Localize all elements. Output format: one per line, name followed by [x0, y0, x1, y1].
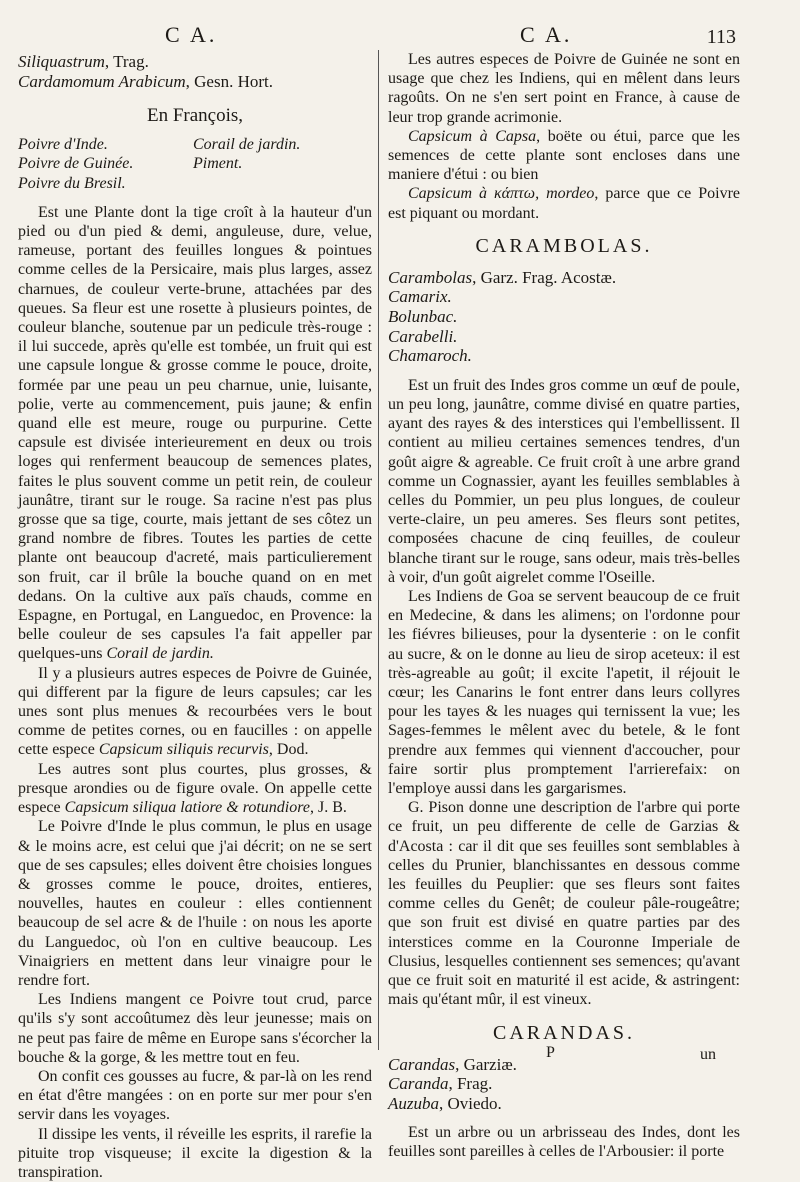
french-names: [18, 135, 372, 193]
synonym-source: , Gesn. Hort.: [185, 71, 274, 91]
synonym-line: Camarix.: [388, 287, 452, 307]
paragraph: G. Pison donne une description de l'arbre qui porte ce fruit, un peu differente de celle de Garzias & d'Acosta : car il dit que ses feuilles sont semblables à celles du Prunier, blanchissantes en dessous comme les feuilles du Peuplier: que ses fleurs sont faites comme celles du Genêt; de couleur pâle-rougeâtre; que son fruit est divisé en quatre parties par des interstices comme en la Couronne Imperiale de Clusius, lesquelles contiennent ses semences; qu'avant que ce fruit soit en maturité il est acide, & astringent: mais qu'étant mûr, il est vineux.: [388, 799, 740, 1009]
synonym-line: [18, 72, 372, 92]
french-name: Poivre du Bresil.: [18, 174, 126, 192]
synonym-line: Auzuba, Oviedo.: [388, 1093, 502, 1113]
signature-mark: P: [546, 1044, 555, 1061]
paragraph: Capsicum à Capsa, boëte ou étui, parce que les semences de cette plante sont encloses dans une maniere d'étui : ou bien: [388, 127, 740, 184]
synonym-name: Cardamomum Arabicum: [18, 71, 186, 91]
synonym-source: , Trag.: [104, 52, 149, 71]
paragraph: Les autres especes de Poivre de Guinée ne sont en usage que chez les Indiens, qui en mêlent dans leurs ragoûts. On ne s'en sert point en France, à cause de leur trop grande acrimonie.: [388, 51, 740, 126]
running-head-left: C A.: [165, 22, 218, 47]
left-column: [18, 52, 372, 1182]
synonym-line: Carandas, Garziæ.: [388, 1054, 517, 1074]
synonym-line: Carabelli.: [388, 326, 458, 346]
french-name: Piment.: [193, 155, 243, 173]
paragraph: Les autres sont plus courtes, plus grosses, & presque arondies ou de figure ovale. On appelle cette espece Capsicum siliqua latiore & rotundiore, J. B.: [18, 760, 372, 817]
column-divider: [378, 50, 379, 1050]
paragraph: Est un fruit des Indes gros comme un œuf de poule, un peu long, jaunâtre, comme divisé en quatre parties, ayant des rayes & des interstices qui l'embellissent. Il contient au milieu certaines semences tendres, d'un goût aigre & agreable. Ce fruit croît à une arbre grand comme un Cognassier, ayant les feuilles semblables à celles du Pommier, un peu plus longues, de couleur verte-claire, un peu ameres. Ses fleurs sont petites, composées chacune de cinq feuilles, de couleur blanche tirant sur le rouge, sans odeur, mais très-belles à voir, d'un goût aigrelet comme l'Oseille.: [388, 376, 740, 586]
synonym-line: Carambolas, Garz. Frag. Acostæ.: [388, 267, 617, 287]
paragraph: Est un arbre ou un arbrisseau des Indes, dont les feuilles sont pareilles à celles de l'Arbousier: il porte: [388, 1124, 740, 1161]
french-name: Poivre d'Inde.: [18, 136, 108, 154]
french-name: Corail de jardin.: [193, 136, 301, 154]
paragraph: On confit ces gousses au fucre, & par-là on les rend en état d'être mangées : on en porte sur mer pour s'en servir dans les voyages.: [18, 1067, 372, 1124]
right-column: [388, 50, 740, 1162]
paragraph: Il y a plusieurs autres especes de Poivre de Guinée, qui different par la figure de leurs capsules; car les unes sont plus menues & recourbées vers le bout comme de petites cornes, ou en faucilles : on appelle cette espece Capsicum siliquis recurvis, Dod.: [18, 664, 372, 759]
running-head-right: C A.: [520, 22, 573, 47]
synonym-name: Siliquastrum: [18, 52, 105, 71]
entry-title: CARANDAS.: [492, 1021, 636, 1044]
paragraph: Les Indiens mangent ce Poivre tout crud, parce qu'ils s'y sont accoûtumez dès leur jeunesse; mais on ne peut pas faire de même en Europe sans s'écorcher la bouche & la gorge, & les mettre tout en feu.: [18, 991, 372, 1066]
paragraph: Est une Plante dont la tige croît à la hauteur d'un pied ou d'un pied & demi, anguleuse, dure, velue, rameuse, portant des feuilles longues & pointues comme celles de la Persicaire, mais plus larges, assez charnues, de couleur verte-brune, attachées par des queues. Sa fleur est une rosette à plusieurs pointes, de couleur blanche, soutenue par un pedicule très-rouge : il lui succede, après qu'elle est tombée, un fruit qui est une capsule longue & grosse comme le pouce, droite, formée par une peau un peu charnue, unie, luisante, polie, verte au commencement, puis jaune; & enfin quand elle est meure, rouge ou purpurine. Cette capsule est divisée interieurement en deux ou trois loges qui renferment beaucoup de semences plates, faites le plus souvent comme un petit rein, de couleur jaunâtre, tirant sur le rouge. Sa racine n'est pas plus grosse que sa tige, courte, mais jettant de ses côtez un grand nombre de fibres. Toutes les parties de cette plante ont beaucoup d'acreté, mais particulierement son fruit, car il brûle la bouche quand on en met dedans. On la cultive aux païs chauds, comme en Espagne, en Portugal, en Languedoc, en Provence: la belle couleur de ses capsules l'a fait appeller par quelques-uns Corail de jardin.: [18, 203, 372, 663]
synonym-line: Bolunbac.: [388, 307, 458, 327]
entry-title: CARAMBOLAS.: [475, 234, 653, 257]
catchword: un: [700, 1046, 716, 1063]
synonym-line: Caranda, Frag.: [388, 1074, 493, 1094]
french-name: Poivre de Guinée.: [18, 155, 134, 173]
page-number: 113: [706, 26, 736, 48]
synonym-line: [18, 52, 372, 72]
paragraph: Il dissipe les vents, il réveille les esprits, il rarefie la pituite trop visqueuse; il excite la digestion & la transpiration.: [18, 1125, 372, 1181]
paragraph: Capsicum à κάπτω, mordeo, parce que ce Poivre est piquant ou mordant.: [388, 185, 740, 222]
paragraph: Le Poivre d'Inde le plus commun, le plus en usage & le moins acre, est celui que j'ai décrit; on ne se sert que de ses capsules; elles doivent être choisies longues & grosses comme le pouce, droites, entieres, nouvelles, hautes en couleur : elles contiennent beaucoup de sel acre & de l'huile : on nous les aporte du Languedoc, où l'on en cultive beaucoup. Les Vinaigriers en mettent dans leur vinaigre pour le rendre fort.: [18, 818, 372, 989]
section-subtitle: En François,: [146, 105, 244, 127]
paragraph: Les Indiens de Goa se servent beaucoup de ce fruit en Medecine, & dans les alimens; on l'ordonne pour les fiévres bilieuses, pour la dysenterie : on le confit au sucre, & on le donne au lieu de sirop aceteux: il est très-agreable au goût; il excite l'apetit, il réjouit le cœur; les Canarins le font entrer dans leurs collyres pour les tayes & les nuages qui ternissent la vue; les Sages-femmes le mêlent avec du betele, & le font prendre aux femmes qui viennent d'accoucher, pour faire sortir plus promptement l'arrierefaix: on l'employe aussi dans les gargarismes.: [388, 588, 740, 798]
synonym-line: Chamaroch.: [388, 346, 472, 366]
